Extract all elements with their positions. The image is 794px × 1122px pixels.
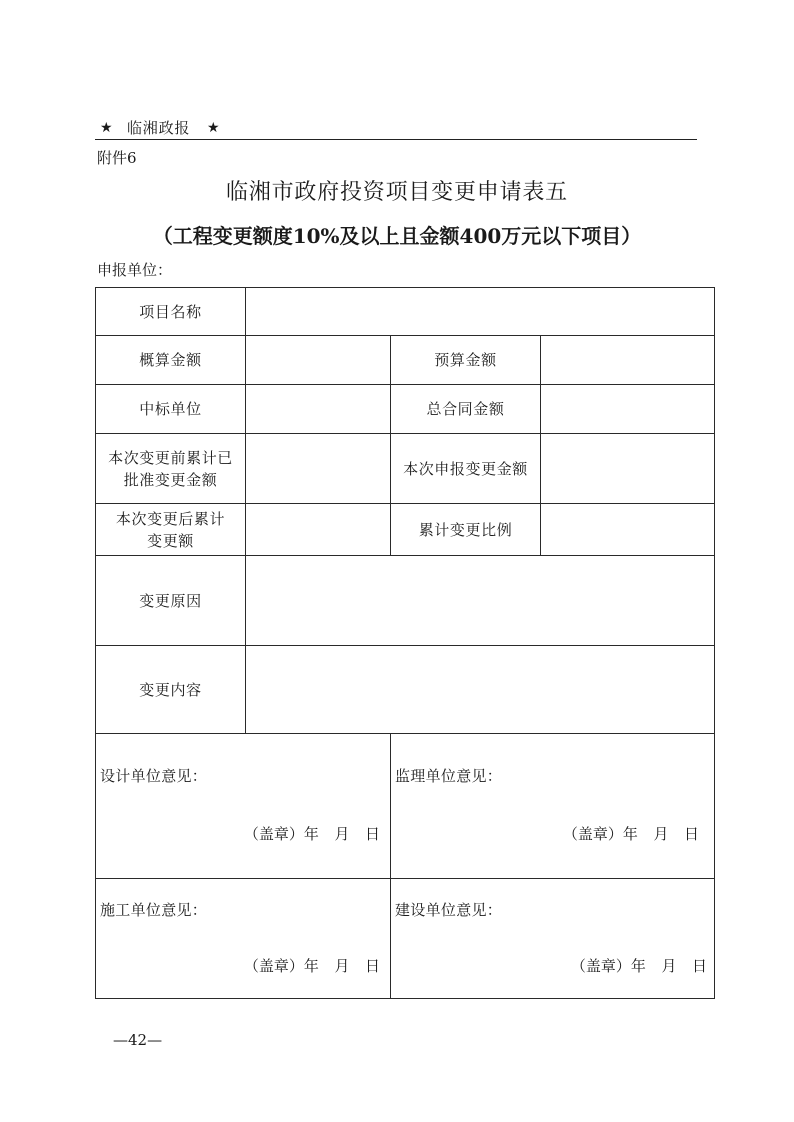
cumulative-change-after-label-line-2: 变更额 <box>147 531 194 550</box>
estimate-amount-value-cell <box>245 335 391 385</box>
construction-unit-opinion-label: 施工单位意见： <box>100 901 208 919</box>
developer-unit-seal-date: （盖章）年 月 日 <box>570 957 707 975</box>
change-content-label: 变更内容 <box>139 680 202 699</box>
star-right-icon: ★ <box>207 120 220 136</box>
gazette-name: 临湘政报 <box>127 119 191 137</box>
developer-unit-opinion-label: 建设单位意见： <box>395 901 503 919</box>
current-change-amount-label-cell <box>390 433 541 504</box>
change-content-value-cell <box>245 645 715 734</box>
applicant-unit-label: 申报单位： <box>97 261 173 279</box>
cumulative-change-after-value-cell <box>245 503 391 556</box>
supervision-unit-opinion-cell <box>390 733 715 879</box>
cumulative-change-ratio-label: 累计变更比例 <box>418 520 513 539</box>
form-subtitle: （工程变更额度10%及以上且金额400万元以下项目） <box>152 224 642 248</box>
attachment-label: 附件6 <box>97 149 137 167</box>
estimate-amount-label: 概算金额 <box>139 351 202 369</box>
supervision-unit-opinion-label: 监理单位意见： <box>395 767 503 785</box>
change-reason-label: 变更原因 <box>139 591 202 610</box>
change-content-label-cell <box>95 645 246 734</box>
change-reason-value-cell <box>245 555 715 646</box>
winning-bidder-value-cell <box>245 384 391 434</box>
project-name-value-cell <box>245 287 715 336</box>
winning-bidder-label: 中标单位 <box>139 400 202 418</box>
winning-bidder-label-cell <box>95 384 246 434</box>
design-unit-seal-date: （盖章）年 月 日 <box>243 825 380 843</box>
cumulative-change-ratio-value-cell <box>540 503 715 556</box>
supervision-unit-seal-date: （盖章）年 月 日 <box>562 825 699 843</box>
current-change-amount-label: 本次申报变更金额 <box>403 459 528 478</box>
cumulative-change-after-label-line-1: 本次变更后累计 <box>115 509 226 528</box>
prior-approved-change-label-cell <box>95 433 246 504</box>
form-title: 临湘市政府投资项目变更申请表五 <box>225 180 568 205</box>
page-number: —42— <box>113 1031 163 1049</box>
total-contract-amount-label-cell <box>390 384 541 434</box>
cumulative-change-after-label-cell <box>95 503 246 556</box>
total-contract-amount-value-cell <box>540 384 715 434</box>
construction-unit-seal-date: （盖章）年 月 日 <box>243 957 380 975</box>
cumulative-change-ratio-label-cell <box>390 503 541 556</box>
prior-approved-change-value-cell <box>245 433 391 504</box>
design-unit-opinion-cell <box>95 733 391 879</box>
total-contract-amount-label: 总合同金额 <box>426 400 505 418</box>
estimate-amount-label-cell <box>95 335 246 385</box>
construction-unit-opinion-cell <box>95 878 391 999</box>
project-name-label: 项目名称 <box>139 302 202 321</box>
prior-approved-change-label-line-1: 本次变更前累计已 <box>108 448 233 467</box>
project-name-label-cell <box>95 287 246 336</box>
change-application-table <box>95 287 715 999</box>
change-reason-label-cell <box>95 555 246 646</box>
design-unit-opinion-label: 设计单位意见： <box>100 767 208 785</box>
prior-approved-change-label-line-2: 批准变更金额 <box>123 470 218 489</box>
developer-unit-opinion-cell <box>390 878 715 999</box>
current-change-amount-value-cell <box>540 433 715 504</box>
budget-amount-label-cell <box>390 335 541 385</box>
budget-amount-label: 预算金额 <box>434 351 497 369</box>
star-left-icon: ★ <box>100 120 113 136</box>
header-rule <box>95 139 697 140</box>
budget-amount-value-cell <box>540 335 715 385</box>
